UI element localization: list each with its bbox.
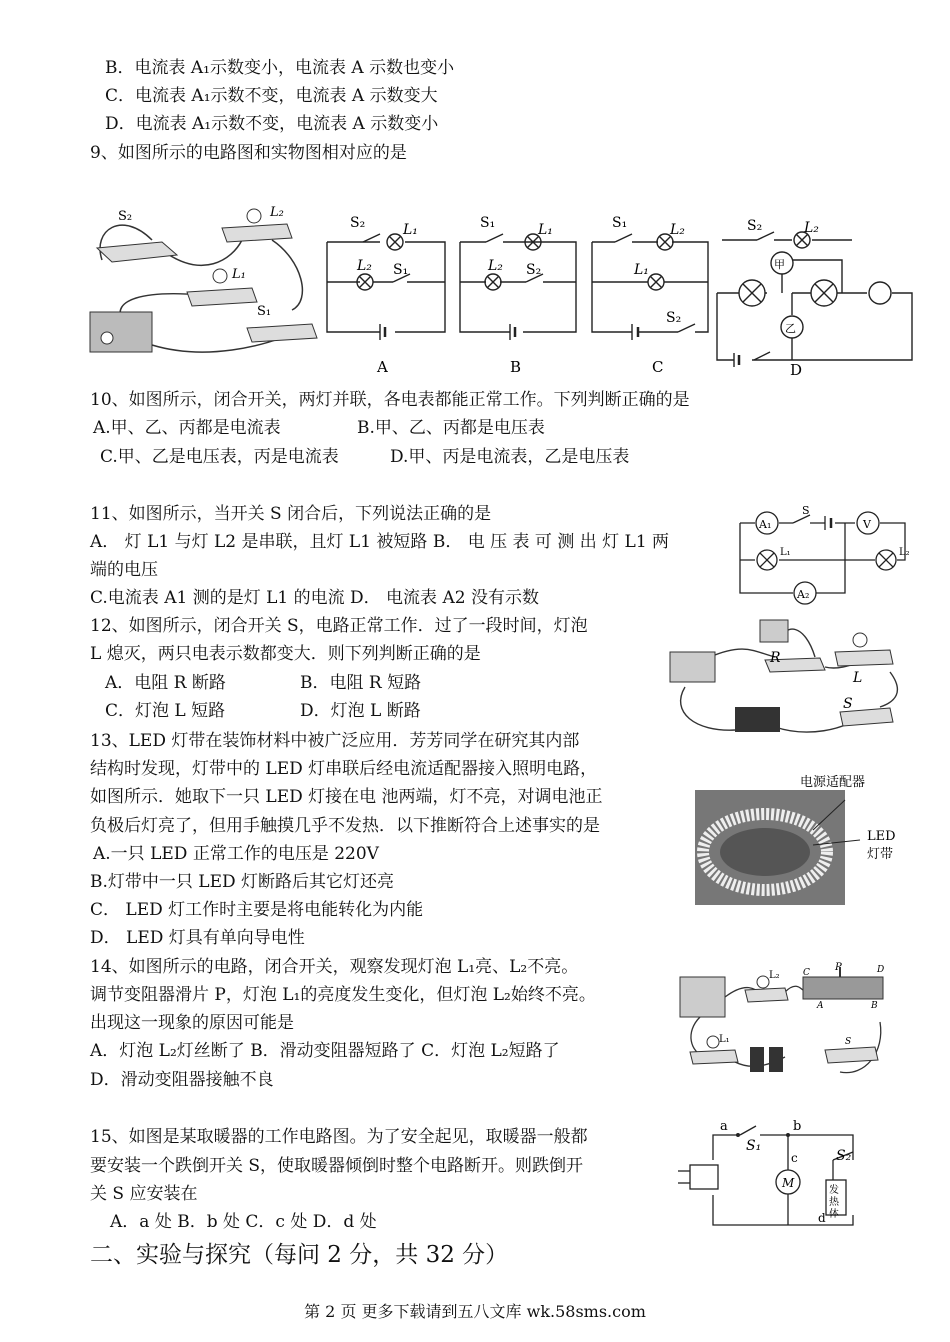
q13-stem-2: 结构时发现，灯带中的 LED 灯串联后经电流适配器接入照明电路， bbox=[90, 759, 598, 779]
circuit-c-l1: L₁ bbox=[634, 262, 649, 278]
q12-option-d: D．灯泡 L 断路 bbox=[300, 701, 421, 721]
q9-fig-l1: L₁ bbox=[232, 267, 246, 282]
q14-physical-circuit-figure bbox=[675, 962, 900, 1082]
q12-stem-1: 12、如图所示，闭合开关 S，电路正常工作．过了一段时间，灯泡 bbox=[90, 616, 588, 636]
q13-option-d: D． LED 灯具有单向导电性 bbox=[90, 928, 305, 948]
q11-options-cd: C.电流表 A1 测的是灯 L1 的电流 D． 电流表 A2 没有示数 bbox=[90, 588, 539, 608]
q15-a: a bbox=[720, 1119, 728, 1134]
q10-option-c: C.甲、乙是电压表，丙是电流表 bbox=[100, 447, 339, 467]
q14-stem-3: 出现这一现象的原因可能是 bbox=[90, 1013, 294, 1033]
q9-stem: 9、如图所示的电路图和实物图相对应的是 bbox=[90, 143, 407, 163]
circuit-b-s1: S₁ bbox=[480, 215, 496, 231]
q8-option-d: D．电流表 A₁示数不变，电流表 A 示数变小 bbox=[105, 114, 439, 134]
q15-b: b bbox=[793, 1119, 802, 1134]
q13-stem-3: 如图所示．她取下一只 LED 灯接在电 池两端，灯不亮，对调电池正 bbox=[90, 787, 603, 807]
q9-physical-circuit-figure bbox=[82, 200, 322, 360]
circuit-a-l2: L₂ bbox=[357, 258, 372, 274]
q15-heater-1: 发 bbox=[829, 1185, 839, 1196]
q10-stem: 10、如图所示，闭合开关，两灯并联，各电表都能正常工作。下列判断正确的是 bbox=[90, 390, 690, 410]
circuit-c-label: C bbox=[652, 358, 664, 376]
q12-s: S bbox=[843, 696, 853, 712]
q13-led-label: LED bbox=[867, 829, 896, 844]
q14-l1: L₁ bbox=[719, 1034, 730, 1045]
q11-circuit-figure bbox=[735, 505, 915, 605]
q14-d: D bbox=[877, 965, 885, 975]
q9-fig-l2: L₂ bbox=[270, 205, 284, 220]
q12-option-b: B．电阻 R 短路 bbox=[300, 673, 422, 693]
meter-jia-label: 甲 bbox=[774, 258, 785, 271]
q13-adapter-label: 电源适配器 bbox=[800, 775, 866, 790]
q14-stem-2: 调节变阻器滑片 P，灯泡 L₁的亮度发生变化，但灯泡 L₂始终不亮。 bbox=[90, 985, 596, 1005]
q15-stem-1: 15、如图是某取暖器的工作电路图。为了安全起见，取暖器一般都 bbox=[90, 1127, 588, 1147]
q10-option-d: D.甲、丙是电流表，乙是电压表 bbox=[390, 447, 630, 467]
q9-circuit-b bbox=[458, 212, 583, 377]
q14-options-abc: A．灯泡 L₂灯丝断了 B．滑动变阻器短路了 C．灯泡 L₂短路了 bbox=[90, 1041, 560, 1061]
q11-a2: A₂ bbox=[797, 588, 810, 601]
q14-b: B bbox=[871, 1001, 878, 1011]
circuit-b-label: B bbox=[510, 358, 522, 376]
q10-option-a: A.甲、乙、丙都是电流表 bbox=[93, 418, 281, 438]
q12-stem-2: L 熄灭，两只电表示数都变大．则下列判断正确的是 bbox=[90, 644, 481, 664]
circuit-c-s2: S₂ bbox=[666, 310, 682, 326]
q15-s2: S₂ bbox=[836, 1148, 852, 1164]
q12-option-a: A．电阻 R 断路 bbox=[105, 673, 226, 693]
circuit-a-s2: S₂ bbox=[350, 215, 366, 231]
q15-d: d bbox=[818, 1211, 826, 1225]
q14-s: S bbox=[845, 1037, 852, 1047]
q13-led-strip-photo bbox=[695, 770, 915, 905]
q13-stem-4: 负极后灯亮了，但用手触摸几乎不发热．以下推断符合上述事实的是 bbox=[90, 816, 600, 836]
q14-c: C bbox=[803, 968, 810, 978]
q9-fig-s1: S₁ bbox=[257, 304, 272, 319]
q11-l1: L₁ bbox=[780, 547, 791, 558]
q13-option-b: B.灯带中一只 LED 灯断路后其它灯还亮 bbox=[90, 872, 395, 892]
q10-option-b: B.甲、乙、丙都是电压表 bbox=[357, 418, 545, 438]
q12-option-c: C．灯泡 L 短路 bbox=[105, 701, 226, 721]
q11-options-ab: A． 灯 L1 与灯 L2 是串联，且灯 L1 被短路 B． 电 压 表 可 测 出 灯 L1 两 bbox=[90, 532, 670, 552]
q12-physical-circuit-figure bbox=[665, 612, 905, 742]
section-heading: 二、实验与探究（每问 2 分，共 32 分） bbox=[90, 1242, 509, 1268]
q11-option-b-cont: 端的电压 bbox=[90, 560, 158, 580]
q13-strip-label: 灯带 bbox=[867, 847, 894, 862]
q15-s1: S₁ bbox=[746, 1138, 762, 1154]
circuit-b-l2: L₂ bbox=[488, 258, 503, 274]
circuit-b-s2: S₂ bbox=[526, 262, 542, 278]
q15-heater-3: 体 bbox=[829, 1209, 839, 1220]
q9-circuit-a bbox=[325, 212, 450, 377]
circuit-d-s2: S₂ bbox=[747, 218, 763, 234]
circuit-b-l1: L₁ bbox=[538, 222, 553, 238]
q14-stem-1: 14、如图所示的电路，闭合开关，观察发现灯泡 L₁亮、L₂不亮。 bbox=[90, 957, 579, 977]
q11-v: V bbox=[863, 518, 871, 531]
q15-stem-3: 关 S 应安装在 bbox=[90, 1184, 198, 1204]
page-footer: 第 2 页 更多下载请到五八文库 wk.58sms.com bbox=[304, 1302, 646, 1321]
q9-circuit-c bbox=[590, 212, 715, 377]
q15-heater-2: 热 bbox=[829, 1197, 839, 1208]
q8-option-b: B．电流表 A₁示数变小，电流表 A 示数也变小 bbox=[105, 58, 455, 78]
q14-a: A bbox=[817, 1001, 824, 1011]
q14-p: P bbox=[835, 962, 842, 973]
q11-s: S bbox=[802, 505, 810, 517]
q13-option-a: A.一只 LED 正常工作的电压是 220V bbox=[93, 844, 379, 864]
q9-fig-s2: S₂ bbox=[118, 209, 133, 224]
meter-yi-label: 乙 bbox=[785, 322, 796, 335]
q8-option-c: C．电流表 A₁示数不变，电流表 A 示数变大 bbox=[105, 86, 438, 106]
q15-stem-2: 要安装一个跌倒开关 S，使取暖器倾倒时整个电路断开。则跌倒开 bbox=[90, 1156, 584, 1176]
circuit-d-l2: L₂ bbox=[804, 220, 819, 236]
q14-option-d: D．滑动变阻器接触不良 bbox=[90, 1070, 274, 1090]
q15-heater-circuit-figure bbox=[668, 1110, 883, 1245]
q10-circuit-figure bbox=[712, 205, 917, 380]
q15-options: A．a 处 B．b 处 C．c 处 D．d 处 bbox=[110, 1212, 377, 1232]
circuit-c-l2: L₂ bbox=[670, 222, 685, 238]
circuit-a-s1: S₁ bbox=[393, 262, 409, 278]
circuit-c-s1: S₁ bbox=[612, 215, 628, 231]
circuit-d-label: D bbox=[790, 361, 803, 379]
circuit-a-label: A bbox=[377, 358, 388, 376]
q15-c: c bbox=[791, 1151, 798, 1165]
q13-stem-1: 13、LED 灯带在装饰材料中被广泛应用．芳芳同学在研究其内部 bbox=[90, 731, 580, 751]
q14-l2: L₂ bbox=[769, 970, 780, 981]
circuit-a-l1: L₁ bbox=[403, 222, 418, 238]
q15-m: M bbox=[782, 1176, 795, 1190]
q12-r: R bbox=[770, 650, 781, 666]
q11-stem: 11、如图所示，当开关 S 闭合后，下列说法正确的是 bbox=[90, 504, 492, 524]
q13-option-c: C． LED 灯工作时主要是将电能转化为内能 bbox=[90, 900, 424, 920]
q11-a1: A₁ bbox=[759, 518, 772, 531]
q11-l2: L₂ bbox=[899, 547, 910, 558]
q12-l: L bbox=[853, 670, 863, 686]
